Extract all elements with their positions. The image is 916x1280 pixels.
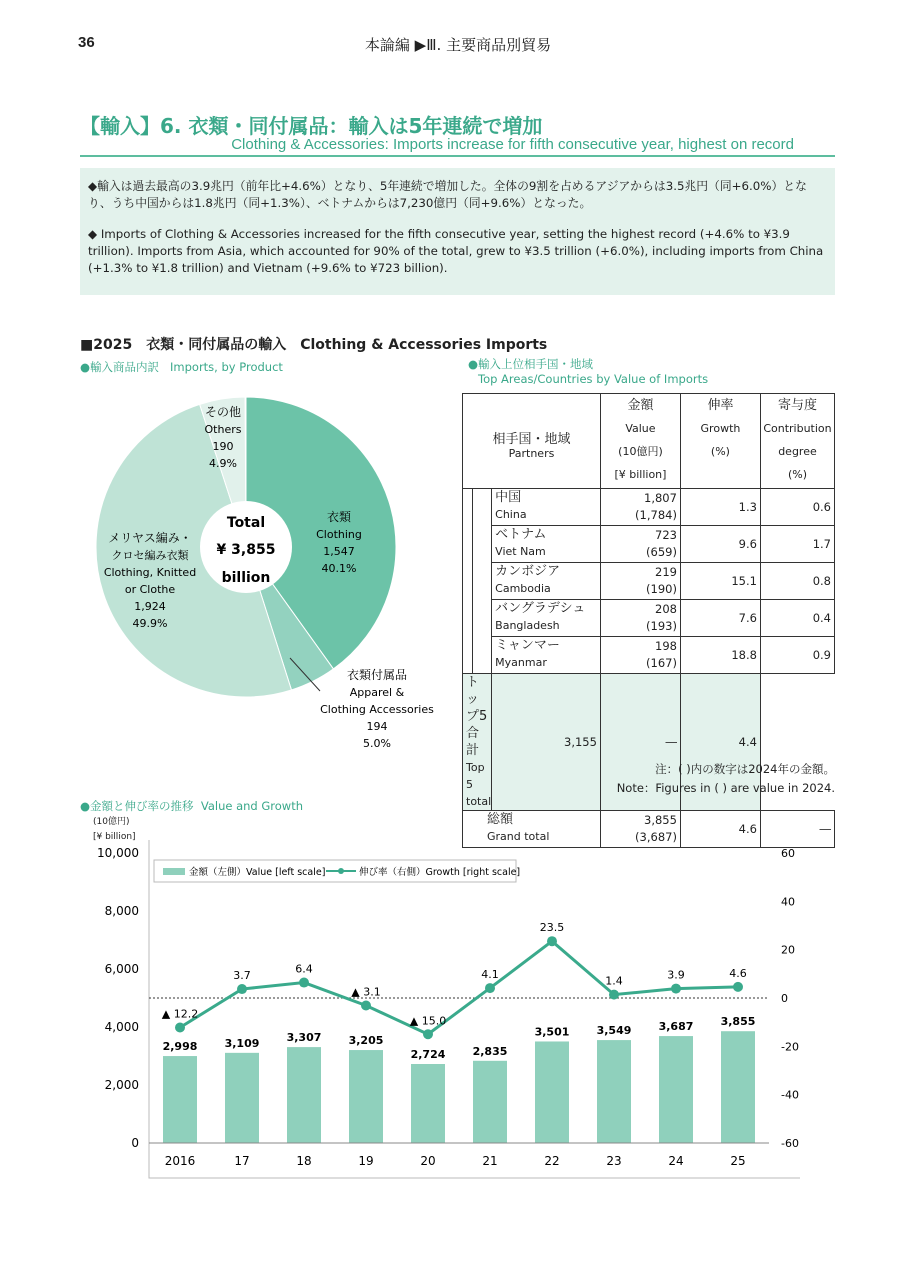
partner-name: ベトナム Viet Nam — [492, 526, 601, 563]
pie-chart — [80, 380, 460, 760]
category-label: 19 — [358, 1154, 374, 1168]
growth-point — [547, 936, 557, 946]
left-axis-ticks — [97, 846, 139, 1150]
partner-growth: 7.6 — [680, 600, 760, 637]
partner-growth: 9.6 — [680, 526, 760, 563]
pie-label-knitted: or Clothe — [124, 583, 176, 596]
left-tick-label: 8,000 — [104, 904, 139, 918]
growth-label: 4.1 — [481, 968, 499, 982]
partner-growth: 15.1 — [680, 563, 760, 600]
page-title: 【輸入】6. 衣類・同付属品：輸入は5年連続で増加 — [80, 114, 543, 138]
pie-label-apparel: 194 — [366, 720, 388, 733]
partner-value: 723 (659) — [600, 526, 680, 563]
legend-bar-label: 金額（左側）Value [left scale] — [189, 867, 326, 878]
category-label: 22 — [544, 1154, 560, 1168]
growth-label: 3.7 — [233, 969, 251, 983]
category-label: 21 — [482, 1154, 498, 1168]
table-row — [463, 489, 835, 526]
chart-section-label: ●金額と伸び率の推移 Value and Growth — [80, 799, 304, 813]
pie-label-knitted: 49.9% — [132, 617, 168, 630]
top5-contrib: 4.4 — [680, 674, 760, 811]
table-note: 注：( )内の数字は2024年の金額。 Note：Figures in ( ) are value in 2024. — [616, 762, 835, 795]
top5-value: 3,155 — [492, 674, 601, 811]
pie-center-value: ¥ 3,855 — [216, 542, 276, 558]
bar — [287, 1047, 321, 1143]
pie-label-apparel: Clothing Accessories — [320, 703, 434, 716]
partner-growth: 18.8 — [680, 637, 760, 674]
pie-center-total: Total — [226, 515, 266, 531]
bar-value-label: 3,855 — [720, 1015, 756, 1029]
partner-contrib: 1.7 — [760, 526, 834, 563]
left-tick-label: 2,000 — [104, 1078, 139, 1092]
pie-label-others: 190 — [212, 440, 234, 453]
partner-value: 1,807 (1,784) — [600, 489, 680, 526]
page-number: 36 — [78, 34, 95, 51]
table-row — [463, 526, 835, 563]
partner-name: カンボジア Cambodia — [492, 563, 601, 600]
pie-label-knitted: メリヤス編み・ — [108, 531, 192, 545]
pie-label-others: Others — [204, 423, 242, 436]
partner-value: 198 (167) — [600, 637, 680, 674]
header-partner: 相手国・地域 Partners — [463, 394, 601, 489]
left-tick-label: 0 — [131, 1136, 139, 1150]
right-tick-label: -20 — [781, 1040, 799, 1054]
growth-point — [733, 982, 743, 992]
partner-contrib: 0.6 — [760, 489, 834, 526]
bullet-icon: ● — [80, 360, 91, 374]
pie-center-unit: billion — [221, 570, 271, 586]
bar-value-label: 3,205 — [348, 1034, 384, 1048]
bar-value-label: 3,109 — [224, 1036, 260, 1050]
pie-label-clothing: 1,547 — [323, 545, 355, 558]
growth-label: ▲ 3.1 — [351, 985, 381, 999]
growth-label: 3.9 — [667, 968, 685, 982]
pie-label-clothing: 40.1% — [321, 562, 357, 575]
pie-label-knitted: 1,924 — [134, 600, 166, 613]
y-axis-unit: (10億円) [¥ billion] — [93, 817, 136, 842]
bar — [163, 1056, 197, 1143]
growth-line-path — [180, 941, 738, 1034]
table-row — [463, 563, 835, 600]
header-value: 金額 Value (10億円) [¥ billion] — [600, 394, 680, 489]
table-row — [463, 600, 835, 637]
growth-point — [609, 990, 619, 1000]
total-name: 総額 Grand total — [463, 811, 601, 848]
growth-point — [361, 1000, 371, 1010]
total-value: 3,855 (3,687) — [600, 811, 680, 848]
left-tick-label: 6,000 — [104, 962, 139, 976]
legend-line-label: 伸び率（右側）Growth [right scale] — [359, 867, 521, 878]
growth-label: 23.5 — [539, 921, 565, 935]
partner-name: ミャンマー Myanmar — [492, 637, 601, 674]
bar-value-label: 3,549 — [596, 1024, 632, 1038]
chapter-title: 本論編 ▶Ⅲ. 主要商品別貿易 — [364, 36, 552, 54]
right-tick-label: -60 — [781, 1137, 799, 1150]
right-tick-label: 0 — [781, 992, 788, 1005]
bar — [721, 1031, 755, 1143]
growth-labels — [162, 921, 747, 1027]
partner-contrib: 0.8 — [760, 563, 834, 600]
growth-label: 1.4 — [605, 974, 623, 988]
pie-label-apparel: 衣類付属品 — [346, 668, 408, 682]
pie-label-clothing: Clothing — [316, 528, 362, 541]
summary-jp: ◆輸入は過去最高の3.9兆円（前年比+4.6%）となり、5年連続で増加した。全体の9割を占めるアジアからは3.5兆円（同+6.0%）となり、うち中国からは1.8兆円（同+1.3%）、ベトナムからは7,230億円（同+9.6%）となった。 — [88, 179, 807, 210]
page-title-en: Clothing & Accessories: Imports increase for fifth consecutive year, highest on record — [231, 136, 794, 153]
left-tick-label: 4,000 — [104, 1020, 139, 1034]
pie-label-knitted: クロセ編み衣類 — [111, 549, 189, 562]
right-tick-label: 40 — [781, 895, 795, 909]
partner-growth: 1.3 — [680, 489, 760, 526]
table-header-row — [463, 394, 835, 489]
pie-label-others: その他 — [204, 405, 242, 419]
right-tick-label: -40 — [781, 1088, 799, 1102]
growth-label: ▲ 12.2 — [161, 1007, 199, 1021]
bar-value-label: 3,687 — [658, 1020, 694, 1034]
category-label: 25 — [730, 1154, 746, 1168]
table-body — [463, 489, 835, 674]
total-contrib: ― — [760, 811, 834, 848]
top5-growth: ― — [600, 674, 680, 811]
pie-label-clothing: 衣類 — [326, 510, 352, 524]
bar-value-label: 2,835 — [472, 1044, 508, 1058]
partner-contrib: 0.9 — [760, 637, 834, 674]
title-divider — [80, 155, 835, 157]
partner-name: バングラデシュ Bangladesh — [492, 600, 601, 637]
category-label: 17 — [234, 1154, 250, 1168]
chart-legend — [154, 860, 520, 882]
summary-en: ◆ Imports of Clothing & Accessories increased for the fifth consecutive year, setting the highest record (+4.6% to ¥3.9 trillion). Imports from Asia, which accounted for 90% of the total, grew to ¥3.5 trillion (+6.0%), including imports from China (+1.3% to ¥1.8 trillion) and Vietnam (+9.6% to ¥723 billion). — [88, 227, 824, 275]
category-label: 2016 — [164, 1154, 196, 1168]
pie-label-apparel: 5.0% — [363, 737, 391, 750]
section-title: ■2025 衣類・同付属品の輸入 Clothing & Accessories Imports — [80, 337, 548, 353]
bar — [411, 1064, 445, 1143]
bullet-icon: ● — [80, 799, 91, 813]
bar-value-label: 2,998 — [162, 1040, 198, 1054]
category-label: 23 — [606, 1154, 622, 1168]
category-label: 18 — [296, 1154, 312, 1168]
right-tick-label: 60 — [781, 847, 795, 860]
growth-label: 4.6 — [729, 966, 747, 980]
pie-label-apparel: Apparel & — [349, 686, 405, 699]
bar — [597, 1040, 631, 1143]
header-contribution: 寄与度 Contribution degree (%) — [760, 394, 834, 489]
growth-point — [175, 1022, 185, 1032]
summary-box — [80, 168, 835, 295]
bar — [349, 1050, 383, 1143]
bar-value-label: 3,501 — [534, 1025, 570, 1039]
partner-value: 219 (190) — [600, 563, 680, 600]
value-growth-chart — [80, 840, 800, 1180]
category-label: 24 — [668, 1154, 684, 1168]
category-label: 20 — [420, 1154, 436, 1168]
pie-label-others: 4.9% — [209, 457, 237, 470]
partner-contrib: 0.4 — [760, 600, 834, 637]
header-growth: 伸率 Growth (%) — [680, 394, 760, 489]
bar — [659, 1036, 693, 1143]
growth-label: 6.4 — [295, 962, 313, 976]
category-labels — [165, 1154, 746, 1168]
bar — [473, 1061, 507, 1143]
right-axis-ticks — [781, 847, 799, 1150]
growth-point — [423, 1029, 433, 1039]
legend-bar-swatch — [163, 868, 185, 875]
total-growth: 4.6 — [680, 811, 760, 848]
growth-point — [671, 984, 681, 994]
partner-value: 208 (193) — [600, 600, 680, 637]
bar — [225, 1053, 259, 1143]
growth-point — [237, 984, 247, 994]
pie-section-label: ●輸入商品内訳 Imports, by Product — [80, 360, 283, 374]
growth-label: ▲ 15.0 — [409, 1014, 447, 1028]
left-tick-label: 10,000 — [97, 846, 139, 860]
table-row — [463, 637, 835, 674]
partner-name: 中国 China — [492, 489, 601, 526]
growth-point — [299, 978, 309, 988]
growth-point — [485, 983, 495, 993]
bullet-icon: ● — [468, 357, 479, 371]
top5-name: トップ5 合計 Top 5 total — [463, 674, 492, 811]
bar-value-label: 2,724 — [410, 1048, 446, 1062]
bar — [535, 1041, 569, 1143]
right-tick-label: 20 — [781, 943, 795, 957]
table-section-label: ●輸入上位相手国・地域 Top Areas/Countries by Value of Imports — [468, 357, 709, 386]
bar-value-label: 3,307 — [286, 1031, 322, 1045]
pie-label-knitted: Clothing, Knitted — [103, 566, 197, 579]
